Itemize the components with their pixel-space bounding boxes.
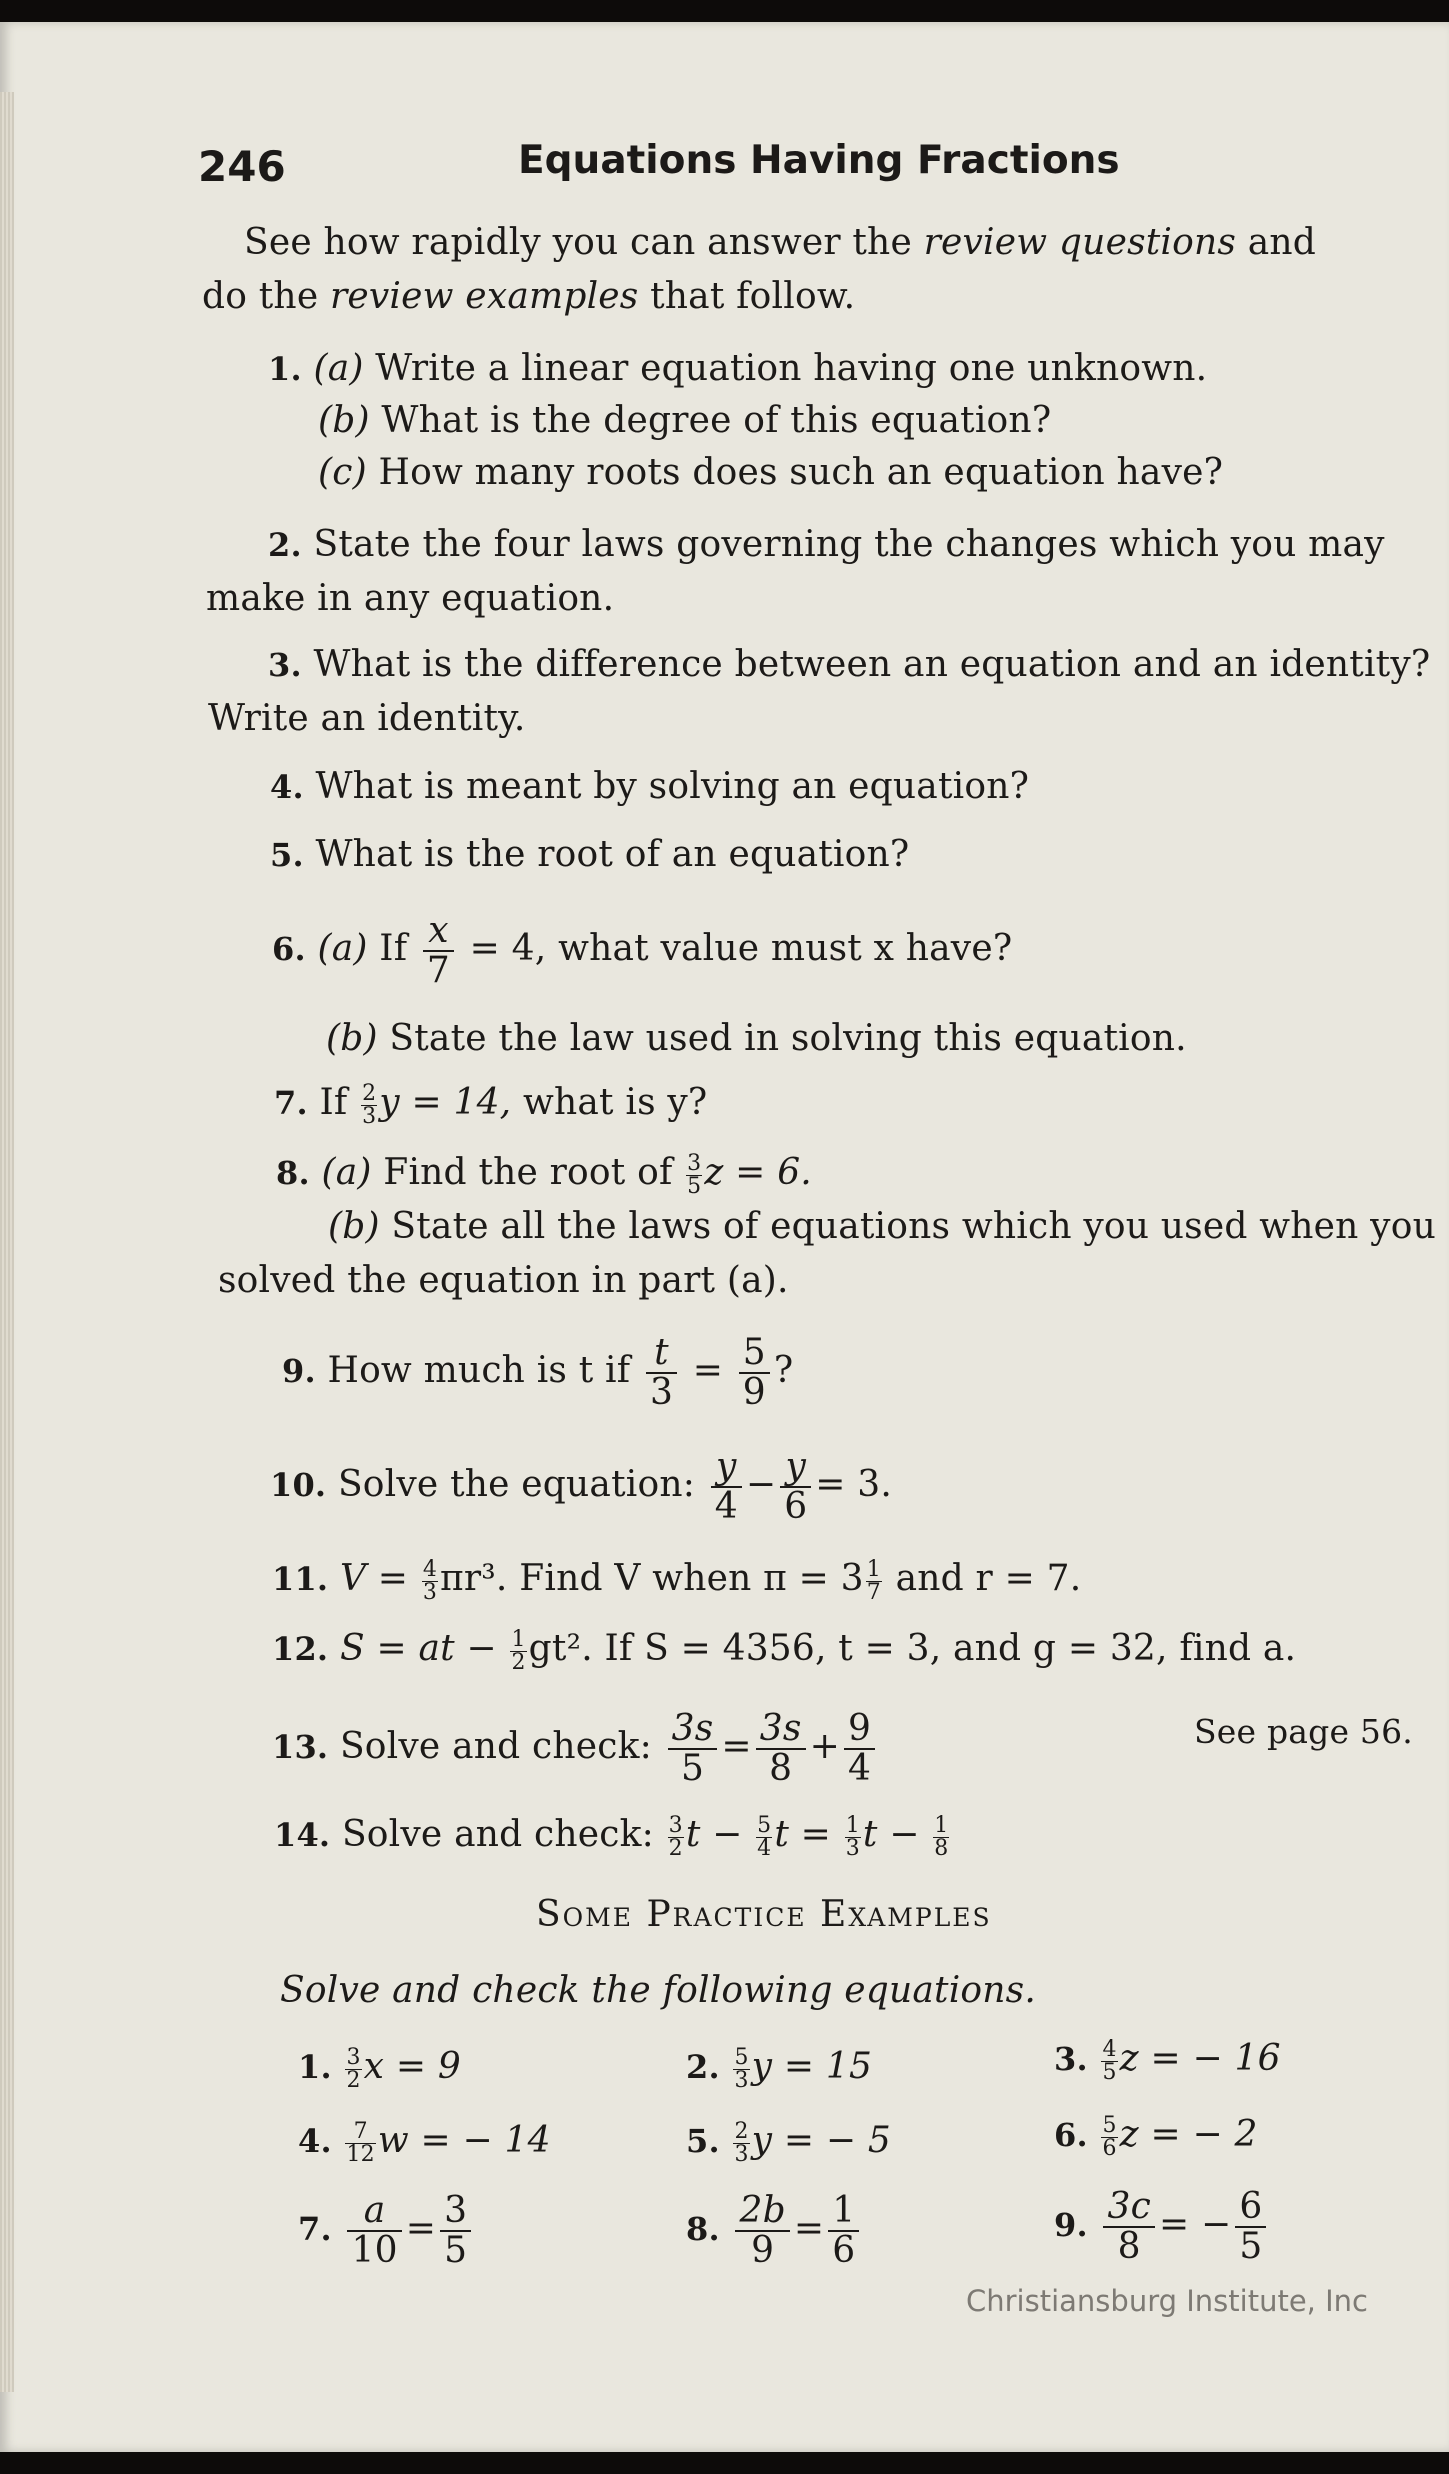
fraction [361, 1080, 377, 1129]
numerator: a [347, 2192, 401, 2232]
example-number: 1. [298, 2048, 332, 2086]
equation-text: = [721, 1725, 752, 1767]
equation-text: = [405, 2207, 437, 2249]
question-number: 9. [282, 1351, 316, 1390]
page-number: 246 [198, 142, 286, 191]
denominator: 9 [742, 1371, 766, 1413]
intro-text: do the [202, 276, 319, 317]
numerator: 1 [845, 1812, 860, 1838]
fraction [510, 1626, 526, 1675]
practice-instruction: Solve and check the following equations. [280, 1970, 1037, 2011]
fraction [646, 1334, 677, 1412]
example-number: 9. [1054, 2205, 1088, 2244]
denominator: 7 [426, 949, 450, 991]
numerator: 1 [828, 2192, 859, 2232]
question-number: 8. [276, 1154, 310, 1192]
numerator: 2b [735, 2192, 789, 2232]
intro-emphasis: review questions [923, 222, 1237, 263]
denominator: 2 [668, 1835, 683, 1861]
fraction [345, 2044, 361, 2093]
denominator: 10 [351, 2229, 398, 2271]
equation-text: πr³. Find V when π = 3 [440, 1558, 864, 1599]
fraction [1101, 2112, 1117, 2161]
numerator: 5 [734, 2044, 749, 2070]
question-9 [282, 1334, 793, 1412]
question-2-line-2: make in any equation. [206, 578, 615, 619]
denominator: 3 [734, 2141, 749, 2167]
part-label: (a) [317, 927, 368, 969]
denominator: 7 [866, 1579, 881, 1605]
numerator: 3s [756, 1710, 806, 1750]
question-text: What is the difference between an equation and an identity? [313, 644, 1431, 685]
denominator: 9 [751, 2229, 775, 2271]
part-label: (a) [313, 348, 364, 389]
fraction [1101, 2036, 1117, 2085]
intro-text: See how rapidly you can answer the [244, 222, 912, 263]
numerator: x [423, 912, 454, 952]
numerator: 7 [345, 2121, 375, 2144]
denominator: 2 [511, 1649, 526, 1675]
denominator: 6 [1102, 2135, 1117, 2161]
question-number: 5. [270, 836, 304, 874]
fraction [1103, 2188, 1154, 2266]
intro-line-2 [202, 276, 855, 317]
fraction [733, 2118, 749, 2167]
equation-text: t − [862, 1814, 920, 1855]
question-text: If [379, 927, 408, 969]
question-text: State the four laws governing the changes which you may [313, 524, 1385, 565]
numerator: t [646, 1334, 677, 1374]
example-number: 3. [1054, 2040, 1088, 2078]
fraction [668, 1710, 718, 1788]
question-text: Find the root of [383, 1152, 673, 1193]
section-title: Some Practice Examples [536, 1894, 992, 1935]
denominator: 5 [444, 2229, 468, 2271]
numerator: 3 [346, 2044, 361, 2070]
book-page [0, 22, 1449, 2452]
numerator: y [780, 1448, 811, 1488]
equation-text: t − [685, 1814, 743, 1855]
fraction [347, 2192, 401, 2270]
practice-example-7 [298, 2192, 475, 2270]
practice-example-9 [1054, 2188, 1270, 2266]
question-number: 10. [270, 1465, 327, 1504]
question-text: What is the degree of this equation? [381, 400, 1052, 441]
numerator: 3 [668, 1812, 683, 1838]
fraction [739, 1334, 770, 1412]
equation-text: = 4, [469, 927, 547, 969]
intro-emphasis: review examples [329, 276, 639, 317]
question-text: State the law used in solving this equation. [389, 1018, 1187, 1059]
fraction [422, 1556, 438, 1605]
equation-text: = − [1158, 2203, 1232, 2245]
denominator: 3 [362, 1103, 377, 1129]
denominator: 8 [769, 1747, 793, 1789]
question-number: 13. [272, 1727, 329, 1766]
fraction [828, 2192, 859, 2270]
question-text: What is meant by solving an equation? [315, 766, 1030, 807]
numerator: y [711, 1448, 742, 1488]
question-6b [326, 1018, 1187, 1059]
question-3 [268, 644, 1430, 685]
question-1a [268, 348, 1207, 389]
practice-example-4 [298, 2120, 551, 2166]
fraction [844, 1710, 875, 1788]
equation-text: − [745, 1463, 777, 1505]
practice-example-2 [686, 2046, 872, 2092]
question-text: What is the root of an equation? [315, 834, 910, 875]
denominator: 5 [1102, 2059, 1117, 2085]
fraction [735, 2192, 789, 2270]
fraction [866, 1556, 882, 1605]
see-page-note: See page 56. [1194, 1712, 1413, 1751]
denominator: 4 [757, 1835, 772, 1861]
example-number: 7. [298, 2209, 332, 2248]
example-number: 5. [686, 2122, 720, 2160]
equation-text: w = − 14 [377, 2120, 551, 2161]
question-4 [270, 766, 1029, 807]
equation-text: ? [773, 1349, 794, 1391]
question-number: 11. [272, 1560, 329, 1598]
equation-text: z = 6. [704, 1152, 812, 1193]
denominator: 4 [714, 1485, 738, 1527]
question-text: what value must x have? [558, 927, 1013, 969]
question-1b [318, 400, 1051, 441]
page-title: Equations Having Fractions [518, 138, 1120, 183]
question-text: If [319, 1082, 348, 1123]
fraction [780, 1448, 811, 1526]
part-label: (b) [328, 1206, 380, 1247]
denominator: 6 [832, 2229, 856, 2271]
fraction [733, 2044, 749, 2093]
fraction [440, 2192, 471, 2270]
practice-example-5 [686, 2120, 891, 2166]
question-number: 1. [268, 350, 302, 388]
intro-text: and [1247, 222, 1317, 263]
equation-text: y = − 5 [751, 2120, 891, 2161]
question-number: 7. [274, 1084, 308, 1122]
question-text: Solve and check: [341, 1814, 654, 1855]
question-text: How many roots does such an equation have? [378, 452, 1224, 493]
numerator: 3 [687, 1150, 702, 1176]
question-8b-line-2: solved the equation in part (a). [218, 1260, 789, 1301]
question-2 [268, 524, 1385, 565]
question-5 [270, 834, 909, 875]
fraction [845, 1812, 861, 1861]
fraction [756, 1812, 772, 1861]
question-text: Write a linear equation having one unknown. [375, 348, 1208, 389]
question-number: 2. [268, 526, 302, 564]
question-12 [272, 1628, 1296, 1674]
denominator: 3 [845, 1835, 860, 1861]
denominator: 5 [680, 1747, 705, 1789]
numerator: 5 [739, 1334, 770, 1374]
fraction [668, 1812, 684, 1861]
numerator: 4 [422, 1556, 438, 1582]
question-14 [274, 1814, 951, 1860]
equation-text: + [809, 1725, 840, 1767]
equation-text: = [793, 2207, 825, 2249]
denominator: 12 [346, 2141, 375, 2167]
question-text: How much is t if [327, 1349, 631, 1391]
equation-text: x = 9 [363, 2046, 461, 2087]
question-number: 6. [272, 929, 306, 968]
question-number: 12. [272, 1630, 329, 1668]
question-10 [270, 1448, 892, 1526]
numerator: 1 [934, 1812, 949, 1838]
equation-text: t = [774, 1814, 832, 1855]
question-6a [272, 912, 1012, 990]
equation-text: V = [339, 1558, 409, 1599]
fraction [686, 1150, 702, 1199]
example-number: 8. [686, 2209, 720, 2248]
part-label: (b) [318, 400, 370, 441]
question-text: what is y? [522, 1082, 708, 1123]
part-label: (c) [318, 452, 367, 493]
watermark: Christiansburg Institute, Inc [966, 2284, 1368, 2318]
question-8b [328, 1206, 1436, 1247]
question-text: Solve the equation: [337, 1463, 696, 1505]
fraction [711, 1448, 742, 1526]
equation-text: y = 14, [379, 1082, 512, 1123]
denominator: 5 [1239, 2225, 1263, 2267]
practice-example-8 [686, 2192, 863, 2270]
equation-text: S = at − [339, 1628, 497, 1669]
question-3-line-2: Write an identity. [208, 698, 526, 739]
practice-example-6 [1054, 2114, 1258, 2160]
numerator: 3c [1103, 2188, 1154, 2228]
numerator: 2 [734, 2118, 749, 2144]
equation-text: z = − 16 [1119, 2038, 1281, 2079]
denominator: 3 [649, 1371, 674, 1413]
page-edge [0, 92, 14, 2392]
denominator: 3 [422, 1579, 438, 1605]
question-number: 14. [274, 1816, 331, 1854]
practice-example-3 [1054, 2038, 1281, 2084]
question-11 [272, 1558, 1081, 1604]
denominator: 4 [847, 1747, 872, 1789]
example-number: 6. [1054, 2116, 1088, 2154]
numerator: 4 [1102, 2036, 1117, 2062]
example-number: 4. [298, 2122, 332, 2160]
numerator: 5 [757, 1812, 772, 1838]
numerator: 5 [1102, 2112, 1117, 2138]
equation-text: and r = 7. [883, 1558, 1082, 1599]
denominator: 8 [934, 1835, 949, 1861]
question-1c [318, 452, 1223, 493]
question-8a [276, 1152, 812, 1198]
numerator: 3 [440, 2192, 471, 2232]
question-number: 3. [268, 646, 302, 684]
part-label: (b) [326, 1018, 378, 1059]
denominator: 3 [734, 2067, 749, 2093]
numerator: 2 [362, 1080, 377, 1106]
equation-text: z = − 2 [1119, 2114, 1258, 2155]
question-13 [272, 1710, 879, 1788]
denominator: 2 [346, 2067, 361, 2093]
intro-line-1 [244, 222, 1316, 263]
denominator: 6 [784, 1485, 808, 1527]
numerator: 9 [844, 1710, 875, 1750]
numerator: 1 [511, 1626, 526, 1652]
fraction [423, 912, 454, 990]
example-number: 2. [686, 2048, 720, 2086]
question-number: 4. [270, 768, 304, 806]
equation-text: y = 15 [751, 2046, 873, 2087]
denominator: 5 [687, 1173, 702, 1199]
part-label: (a) [321, 1152, 372, 1193]
numerator: 1 [866, 1556, 881, 1582]
question-text: Solve and check: [339, 1725, 652, 1767]
denominator: 8 [1117, 2225, 1141, 2267]
intro-text: that follow. [650, 276, 856, 317]
practice-example-1 [298, 2046, 461, 2092]
numerator: 3s [668, 1710, 718, 1750]
equation-text: gt². If S = 4356, t = 3, and g = 32, find a. [528, 1628, 1297, 1669]
question-text: State all the laws of equations which you used when you [391, 1206, 1436, 1247]
fraction [756, 1710, 806, 1788]
question-7 [274, 1082, 707, 1128]
numerator: 6 [1235, 2188, 1266, 2228]
fraction [933, 1812, 949, 1861]
equation-text: = [692, 1349, 724, 1391]
fraction [1235, 2188, 1266, 2266]
equation-text: = 3. [815, 1463, 893, 1505]
fraction [345, 2118, 375, 2167]
